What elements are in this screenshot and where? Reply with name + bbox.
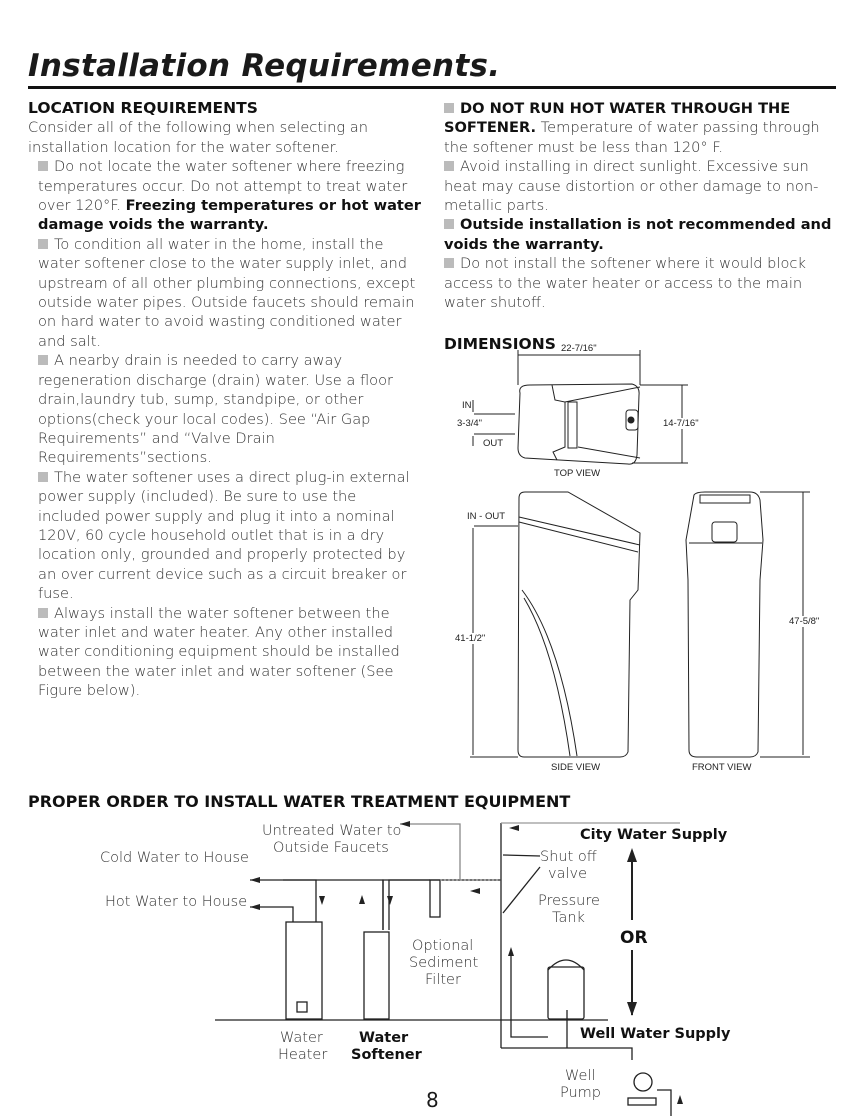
tank-label-2: Tank	[552, 910, 585, 926]
inout-height: 41-1/2"	[455, 633, 486, 644]
location-intro: Consider all of the following when selecting an installation location for the water softener.	[28, 119, 368, 156]
inout-spacing: 3-3/4"	[457, 418, 483, 429]
tank-label-1: Pressure	[538, 893, 600, 909]
bullet-text: The water softener uses a direct plug-in external power supply (included). Be sure to use the included power supply and plug it into a nominal 120V, 60 cycle household outlet that is in a dry location only, grounded and properly protected by an over current device such as a circuit breaker or fuse.	[38, 468, 410, 603]
page-number: 8	[426, 1088, 439, 1112]
heater-label-1: Water	[280, 1030, 323, 1046]
heater-label-2: Heater	[278, 1047, 328, 1063]
top-view-label: TOP VIEW	[554, 468, 601, 479]
bullet-text: A nearby drain is needed to carry away regeneration discharge (drain) water. Use a floor drain,laundry tub, sump, standpipe, or other options(check your local codes). See “Air Gap Requirements” and “Valve Drain Requirements”sections.	[38, 352, 394, 467]
city-water-label: City Water Supply	[580, 827, 728, 843]
bullet-bold-text: Freezing temperatures or hot water damage voids the warranty.	[38, 197, 421, 234]
untreated-label-2: Outside Faucets	[273, 840, 389, 856]
bullet-text: Avoid installing in direct sunlight. Excessive sun heat may cause distortion or other damage to non-metallic parts.	[444, 158, 819, 215]
pressure-tank-shape	[548, 967, 584, 1019]
softener-shape	[364, 932, 389, 1019]
depth-dimension: 14-7/16"	[663, 418, 699, 429]
pump-shape	[634, 1073, 652, 1091]
softener-label-2: Softener	[351, 1047, 422, 1063]
shutoff-label-1: Shut off	[540, 849, 597, 865]
filter-label-3: Filter	[425, 972, 461, 988]
front-view-label: FRONT VIEW	[692, 762, 752, 773]
location-heading: LOCATION REQUIREMENTS	[28, 99, 258, 117]
filter-label-2: Sediment	[409, 955, 479, 971]
in-out-label: IN - OUT	[467, 511, 505, 522]
page-title: Installation Requirements.	[28, 48, 501, 84]
dimensions-heading: DIMENSIONS	[444, 335, 556, 353]
pump-label-1: Well	[565, 1068, 596, 1084]
filter-shape	[430, 880, 440, 917]
bullet-bold-text: Outside installation is not recommended and voids the warranty.	[444, 216, 832, 253]
total-height: 47-5/8"	[789, 616, 820, 627]
width-dimension: 22-7/16"	[558, 343, 600, 354]
filter-label-1: Optional	[412, 938, 474, 954]
untreated-label-1: Untreated Water to	[262, 823, 402, 839]
bullet-bold-text: DO NOT RUN HOT WATER THROUGH THE SOFTENER.	[444, 100, 791, 137]
bullet-text: To condition all water in the home, install the water softener close to the water supply inlet, and upstream of all other plumbing connections, except outside water pipes. Outside faucets should remain on hard water to avoid wasting conditioned water and salt.	[38, 235, 416, 350]
out-label: OUT	[483, 438, 504, 449]
side-view-label: SIDE VIEW	[551, 762, 601, 773]
bullet-text: Do not install the softener where it would block access to the water heater or access to the main water shutoff.	[444, 255, 806, 312]
bullet-text: Do not locate the water softener where freezing temperatures occur. Do not attempt to treat water over 120°F.	[38, 158, 408, 215]
cold-water-label: Cold Water to House	[100, 850, 249, 866]
well-water-label: Well Water Supply	[580, 1026, 731, 1042]
shutoff-label-2: valve	[548, 866, 587, 882]
or-label: OR	[620, 928, 648, 948]
bullet-text: Temperature of water passing through the softener must be less than 120° F.	[444, 119, 820, 156]
bullet-text: Always install the water softener between the water inlet and water heater. Any other installed water conditioning equipment should be installed between the water inlet and water softener (See Figure below).	[38, 604, 400, 700]
pump-label-2: Pump	[560, 1085, 602, 1101]
hot-water-label: Hot Water to House	[105, 894, 248, 910]
softener-label-1: Water	[359, 1030, 409, 1046]
in-label: IN	[462, 400, 472, 411]
order-heading: PROPER ORDER TO INSTALL WATER TREATMENT EQUIPMENT	[28, 792, 571, 811]
water-heater-shape	[286, 922, 322, 1019]
